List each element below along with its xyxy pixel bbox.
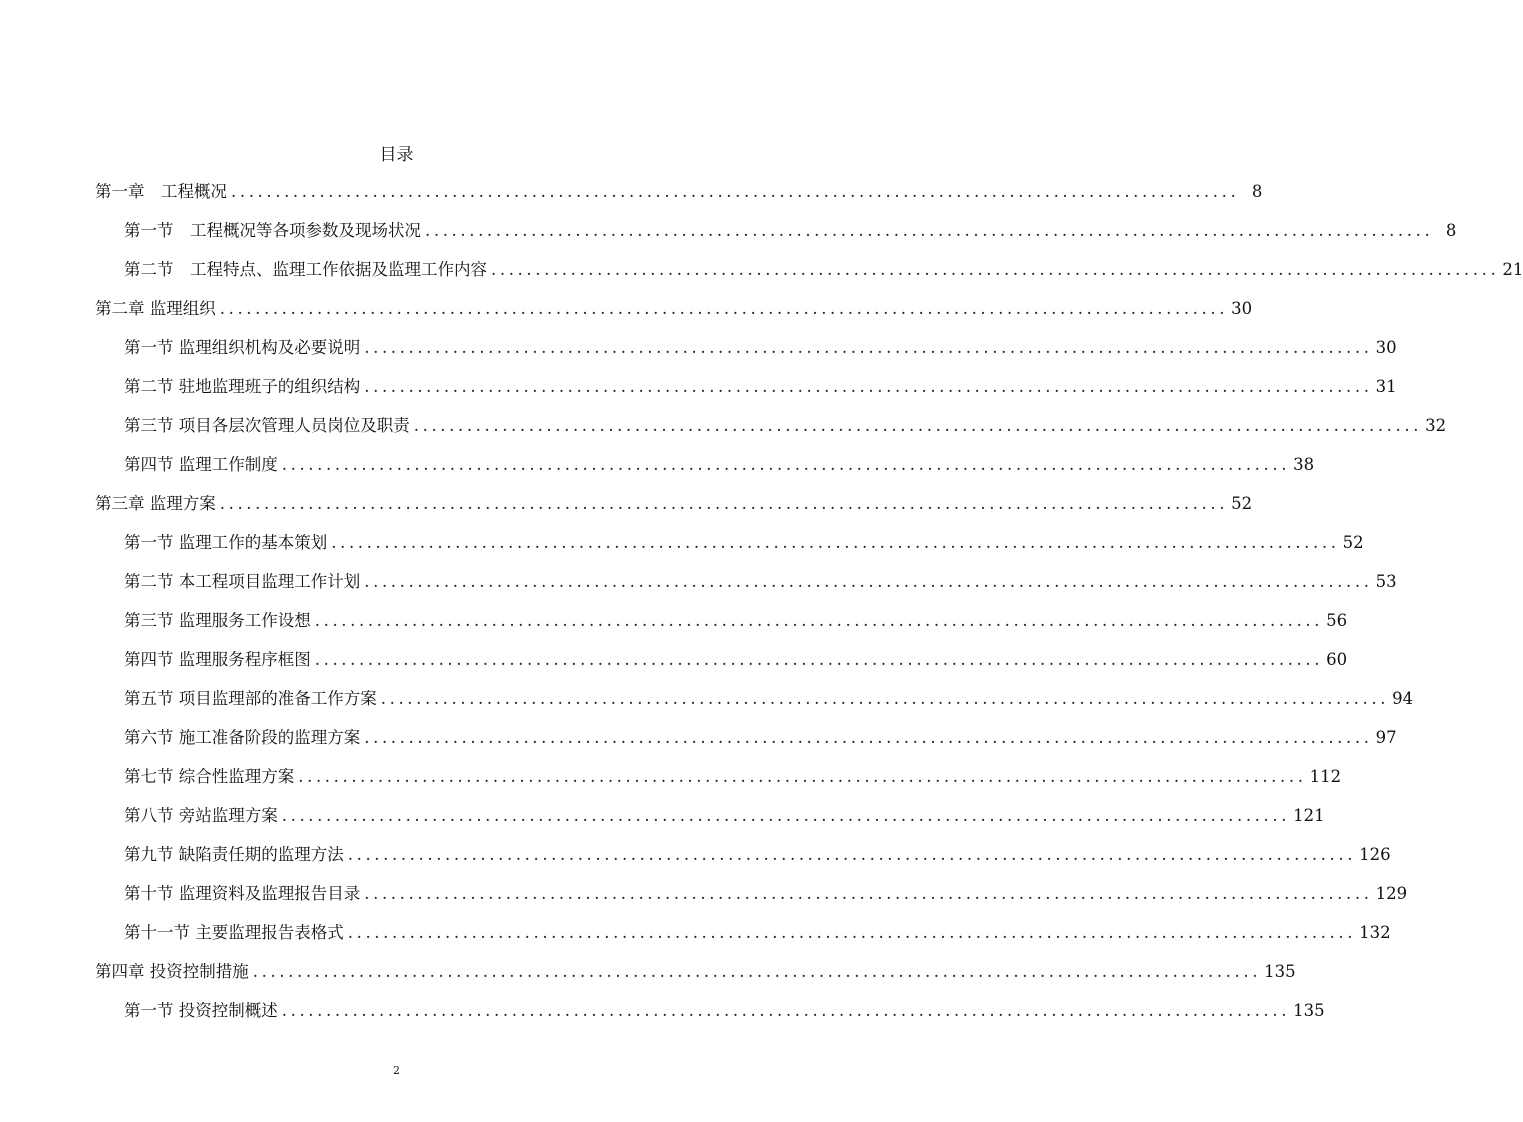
toc-entry-page: 52 xyxy=(1231,494,1253,513)
dot-leader: .................................................................................................................. xyxy=(364,377,1373,396)
toc-entry-chapter[interactable] xyxy=(95,180,1263,204)
toc-entry-label: 第一章 工程概况 xyxy=(95,182,227,201)
toc-entry-section[interactable] xyxy=(124,453,1315,477)
toc-entry-section[interactable] xyxy=(124,882,1408,906)
toc-entry-page: 32 xyxy=(1425,416,1447,435)
dot-leader: .................................................................................................................. xyxy=(314,650,1324,669)
dot-leader: .................................................................................................................. xyxy=(364,728,1373,747)
dot-leader: .................................................................................................................. xyxy=(252,962,1262,981)
dot-leader: .................................................................................................................. xyxy=(364,572,1373,591)
toc-entry-section[interactable] xyxy=(124,414,1447,438)
page-number: 2 xyxy=(393,1064,400,1077)
toc-entry-label: 第五节 项目监理部的准备工作方案 xyxy=(124,689,377,708)
toc-entry-page: 97 xyxy=(1375,728,1397,747)
dot-leader: .................................................................................................................. xyxy=(364,338,1373,357)
toc-entry-page: 52 xyxy=(1342,533,1364,552)
dot-leader: .................................................................................................................. xyxy=(219,494,1229,513)
toc-entry-section[interactable] xyxy=(124,648,1348,672)
dot-leader: .................................................................................................................. xyxy=(425,221,1434,240)
toc-entry-label: 第一节 工程概况等各项参数及现场状况 xyxy=(124,221,421,240)
toc-title: 目录 xyxy=(379,145,414,165)
toc-entry-label: 第三节 项目各层次管理人员岗位及职责 xyxy=(124,416,410,435)
dot-leader: .................................................................................................................. xyxy=(413,416,1423,435)
toc-entry-page: 53 xyxy=(1375,572,1397,591)
toc-entry-label: 第一节 监理工作的基本策划 xyxy=(124,533,328,552)
toc-entry-section[interactable] xyxy=(124,609,1348,633)
dot-leader: .................................................................................................................. xyxy=(347,845,1357,864)
toc-entry-page: 56 xyxy=(1326,611,1348,630)
toc-entry-section[interactable] xyxy=(124,921,1391,945)
toc-entry-page: 112 xyxy=(1309,767,1342,786)
toc-entry-label: 第一节 监理组织机构及必要说明 xyxy=(124,338,361,357)
toc-entry-section[interactable] xyxy=(124,726,1397,750)
dot-leader: .................................................................................................................. xyxy=(281,806,1291,825)
toc-entry-page: 21 xyxy=(1502,260,1523,279)
toc-entry-page: 135 xyxy=(1264,962,1296,981)
toc-entry-page: 8 xyxy=(1445,221,1457,240)
toc-entry-page: 30 xyxy=(1231,299,1253,318)
toc-entry-page: 8 xyxy=(1251,182,1263,201)
dot-leader: .................................................................................................................. xyxy=(347,923,1357,942)
toc-entry-label: 第四节 监理服务程序框图 xyxy=(124,650,311,669)
toc-entry-label: 第十一节 主要监理报告表格式 xyxy=(124,923,344,942)
dot-leader: .................................................................................................................. xyxy=(281,455,1291,474)
toc-entry-label: 第二节 工程特点、监理工作依据及监理工作内容 xyxy=(124,260,487,279)
toc-entry-section[interactable] xyxy=(124,765,1342,789)
toc-entry-page: 38 xyxy=(1293,455,1315,474)
toc-entry-section[interactable] xyxy=(124,804,1325,828)
toc-entry-label: 第九节 缺陷责任期的监理方法 xyxy=(124,845,344,864)
toc-entry-page: 129 xyxy=(1375,884,1408,903)
toc-entry-label: 第四章 投资控制措施 xyxy=(95,962,249,981)
toc-entry-page: 94 xyxy=(1392,689,1414,708)
toc-entry-label: 第三章 监理方案 xyxy=(95,494,216,513)
toc-entry-label: 第二节 驻地监理班子的组织结构 xyxy=(124,377,361,396)
dot-leader: .................................................................................................................. xyxy=(219,299,1229,318)
toc-entry-label: 第二章 监理组织 xyxy=(95,299,216,318)
toc-entry-label: 第三节 监理服务工作设想 xyxy=(124,611,311,630)
toc-entry-label: 第四节 监理工作制度 xyxy=(124,455,278,474)
dot-leader: .................................................................................................................. xyxy=(491,260,1500,279)
dot-leader: .................................................................................................................. xyxy=(231,182,1240,201)
toc-entry-page: 132 xyxy=(1359,923,1391,942)
toc-entry-page: 121 xyxy=(1293,806,1325,825)
toc-entry-label: 第六节 施工准备阶段的监理方案 xyxy=(124,728,361,747)
toc-entry-section[interactable] xyxy=(124,219,1457,243)
toc-entry-section[interactable] xyxy=(124,843,1391,867)
toc-entry-chapter[interactable] xyxy=(95,297,1253,321)
dot-leader: .................................................................................................................. xyxy=(364,884,1373,903)
toc-entry-page: 126 xyxy=(1359,845,1391,864)
toc-entry-label: 第十节 监理资料及监理报告目录 xyxy=(124,884,361,903)
toc-entry-page: 31 xyxy=(1375,377,1397,396)
dot-leader: .................................................................................................................. xyxy=(281,1001,1291,1020)
toc-entry-section[interactable] xyxy=(124,336,1397,360)
toc-entry-section[interactable] xyxy=(124,570,1397,594)
toc-entry-label: 第二节 本工程项目监理工作计划 xyxy=(124,572,361,591)
dot-leader: .................................................................................................................. xyxy=(331,533,1340,552)
toc-entry-page: 60 xyxy=(1326,650,1348,669)
toc-entry-label: 第七节 综合性监理方案 xyxy=(124,767,295,786)
toc-entry-section[interactable] xyxy=(124,687,1414,711)
toc-entry-section[interactable] xyxy=(124,999,1325,1023)
toc-entry-section[interactable] xyxy=(124,531,1364,555)
dot-leader: .................................................................................................................. xyxy=(298,767,1307,786)
toc-entry-label: 第八节 旁站监理方案 xyxy=(124,806,278,825)
toc-entry-section[interactable] xyxy=(124,375,1397,399)
toc-entry-page: 30 xyxy=(1375,338,1397,357)
toc-entry-page: 135 xyxy=(1293,1001,1325,1020)
dot-leader: .................................................................................................................. xyxy=(314,611,1324,630)
dot-leader: .................................................................................................................. xyxy=(380,689,1390,708)
toc-entry-chapter[interactable] xyxy=(95,492,1253,516)
toc-entry-section[interactable] xyxy=(124,258,1523,282)
toc-entry-chapter[interactable] xyxy=(95,960,1296,984)
toc-entry-label: 第一节 投资控制概述 xyxy=(124,1001,278,1020)
